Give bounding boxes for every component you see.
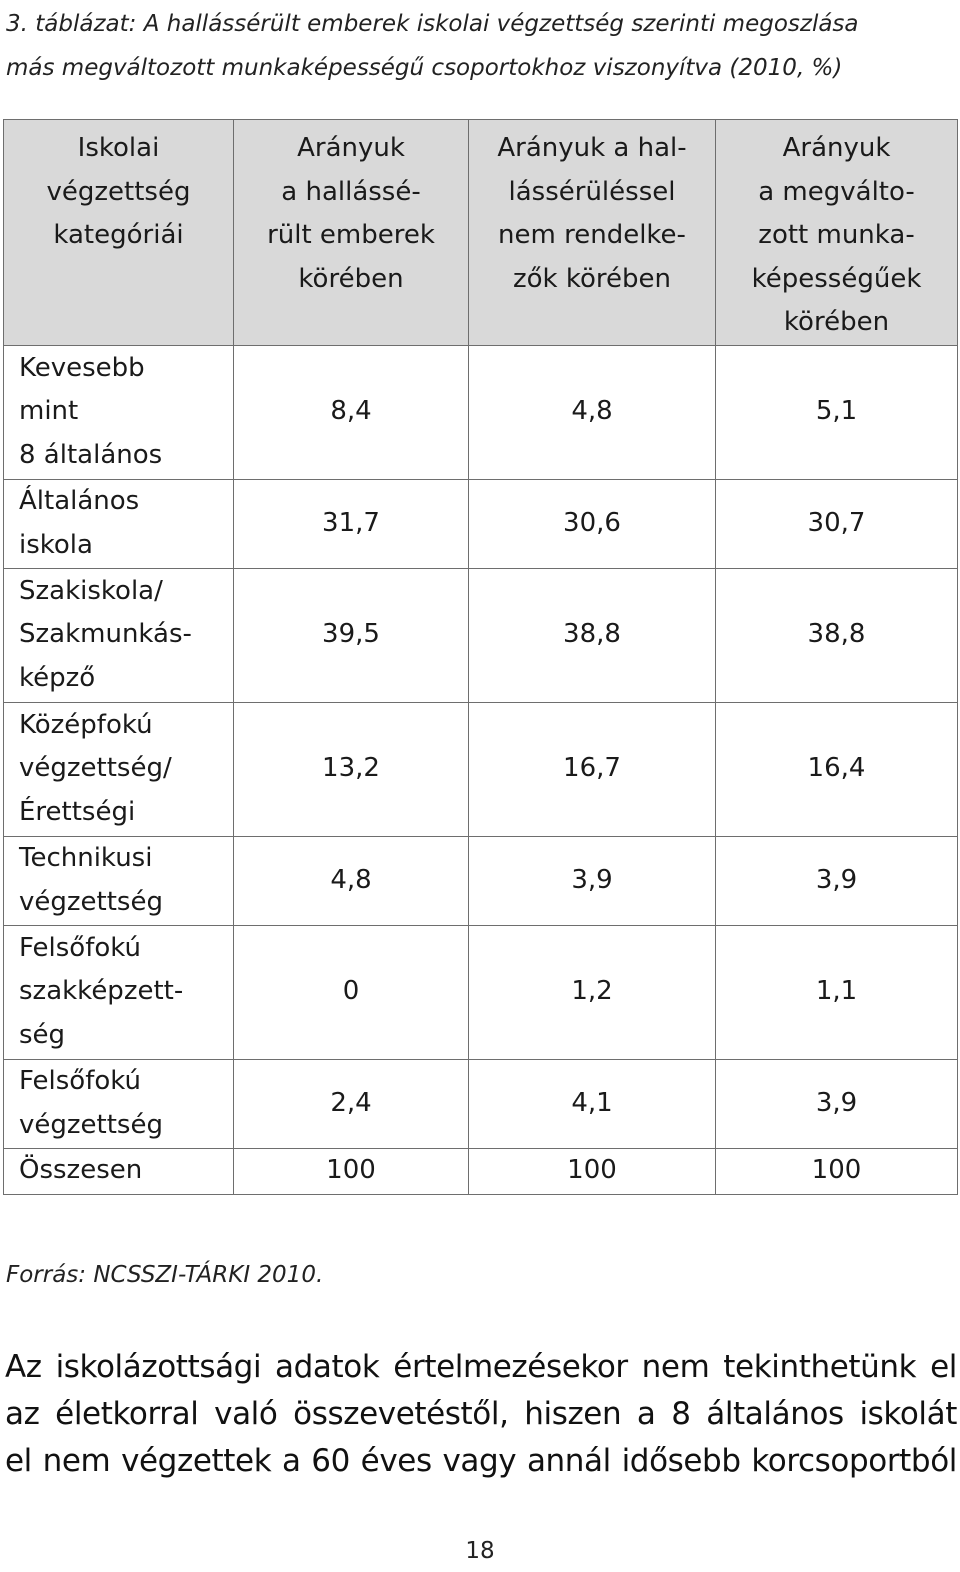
cell-value: 2,4 xyxy=(234,1059,469,1148)
cell-value: 16,7 xyxy=(469,702,716,836)
cell-value: 38,8 xyxy=(716,568,958,702)
cell-value: 39,5 xyxy=(234,568,469,702)
table-row-total xyxy=(4,1148,958,1194)
table-row xyxy=(4,1059,958,1148)
row-label: Kevesebb mint 8 általános xyxy=(4,345,234,479)
paragraph-line: Az iskolázottsági adatok értelmezésekor nem tekinthetünk el xyxy=(5,1349,957,1385)
cell-value: 30,6 xyxy=(469,479,716,568)
table-source: Forrás: NCSSZI-TÁRKI 2010. xyxy=(6,1262,324,1288)
table-row xyxy=(4,836,958,925)
table-row xyxy=(4,702,958,836)
header-reduced-work-capacity: Arányuk a megválto- zott munka- képességűek körében xyxy=(716,120,958,346)
cell-value: 8,4 xyxy=(234,345,469,479)
row-label: Technikusi végzettség xyxy=(4,836,234,925)
table-row xyxy=(4,925,958,1059)
table-row xyxy=(4,479,958,568)
table-header-row xyxy=(4,120,958,346)
header-hearing-impaired: Arányuk a hallássé- rült emberek körében xyxy=(234,120,469,346)
cell-value: 30,7 xyxy=(716,479,958,568)
table-caption: 3. táblázat: A hallássérült emberek iskolai végzettség szerinti megoszlása más megváltozott munkaképességű csoportokhoz viszonyítva (2010, %) xyxy=(6,11,859,81)
cell-value: 0 xyxy=(234,925,469,1059)
paragraph-line: az életkorral való összevetéstől, hiszen a 8 általános iskolát xyxy=(5,1396,957,1432)
row-label: Szakiskola/ Szakmunkás- képző xyxy=(4,568,234,702)
page-number: 18 xyxy=(465,1538,495,1564)
header-category: Iskolai végzettség kategóriái xyxy=(4,120,234,346)
table-row xyxy=(4,568,958,702)
header-not-hearing-impaired: Arányuk a hal- lássérüléssel nem rendelke- zők körében xyxy=(469,120,716,346)
cell-value: 4,8 xyxy=(234,836,469,925)
cell-value: 3,9 xyxy=(716,1059,958,1148)
cell-value: 100 xyxy=(469,1148,716,1194)
row-label: Felsőfokú végzettség xyxy=(4,1059,234,1148)
cell-value: 3,9 xyxy=(716,836,958,925)
row-label: Általános iskola xyxy=(4,479,234,568)
cell-value: 100 xyxy=(234,1148,469,1194)
row-label: Középfokú végzettség/ Érettségi xyxy=(4,702,234,836)
education-table xyxy=(3,119,958,1195)
cell-value: 13,2 xyxy=(234,702,469,836)
cell-value: 4,1 xyxy=(469,1059,716,1148)
cell-value: 3,9 xyxy=(469,836,716,925)
cell-value: 31,7 xyxy=(234,479,469,568)
body-paragraph xyxy=(5,1344,957,1485)
cell-value: 16,4 xyxy=(716,702,958,836)
cell-value: 1,2 xyxy=(469,925,716,1059)
cell-value: 38,8 xyxy=(469,568,716,702)
cell-value: 4,8 xyxy=(469,345,716,479)
cell-value: 5,1 xyxy=(716,345,958,479)
cell-value: 1,1 xyxy=(716,925,958,1059)
row-label: Felsőfokú szakképzett- ség xyxy=(4,925,234,1059)
cell-value: 100 xyxy=(716,1148,958,1194)
row-label: Összesen xyxy=(4,1148,234,1194)
paragraph-line: el nem végzettek a 60 éves vagy annál idősebb korcsoportból xyxy=(5,1443,957,1479)
table-row xyxy=(4,345,958,479)
